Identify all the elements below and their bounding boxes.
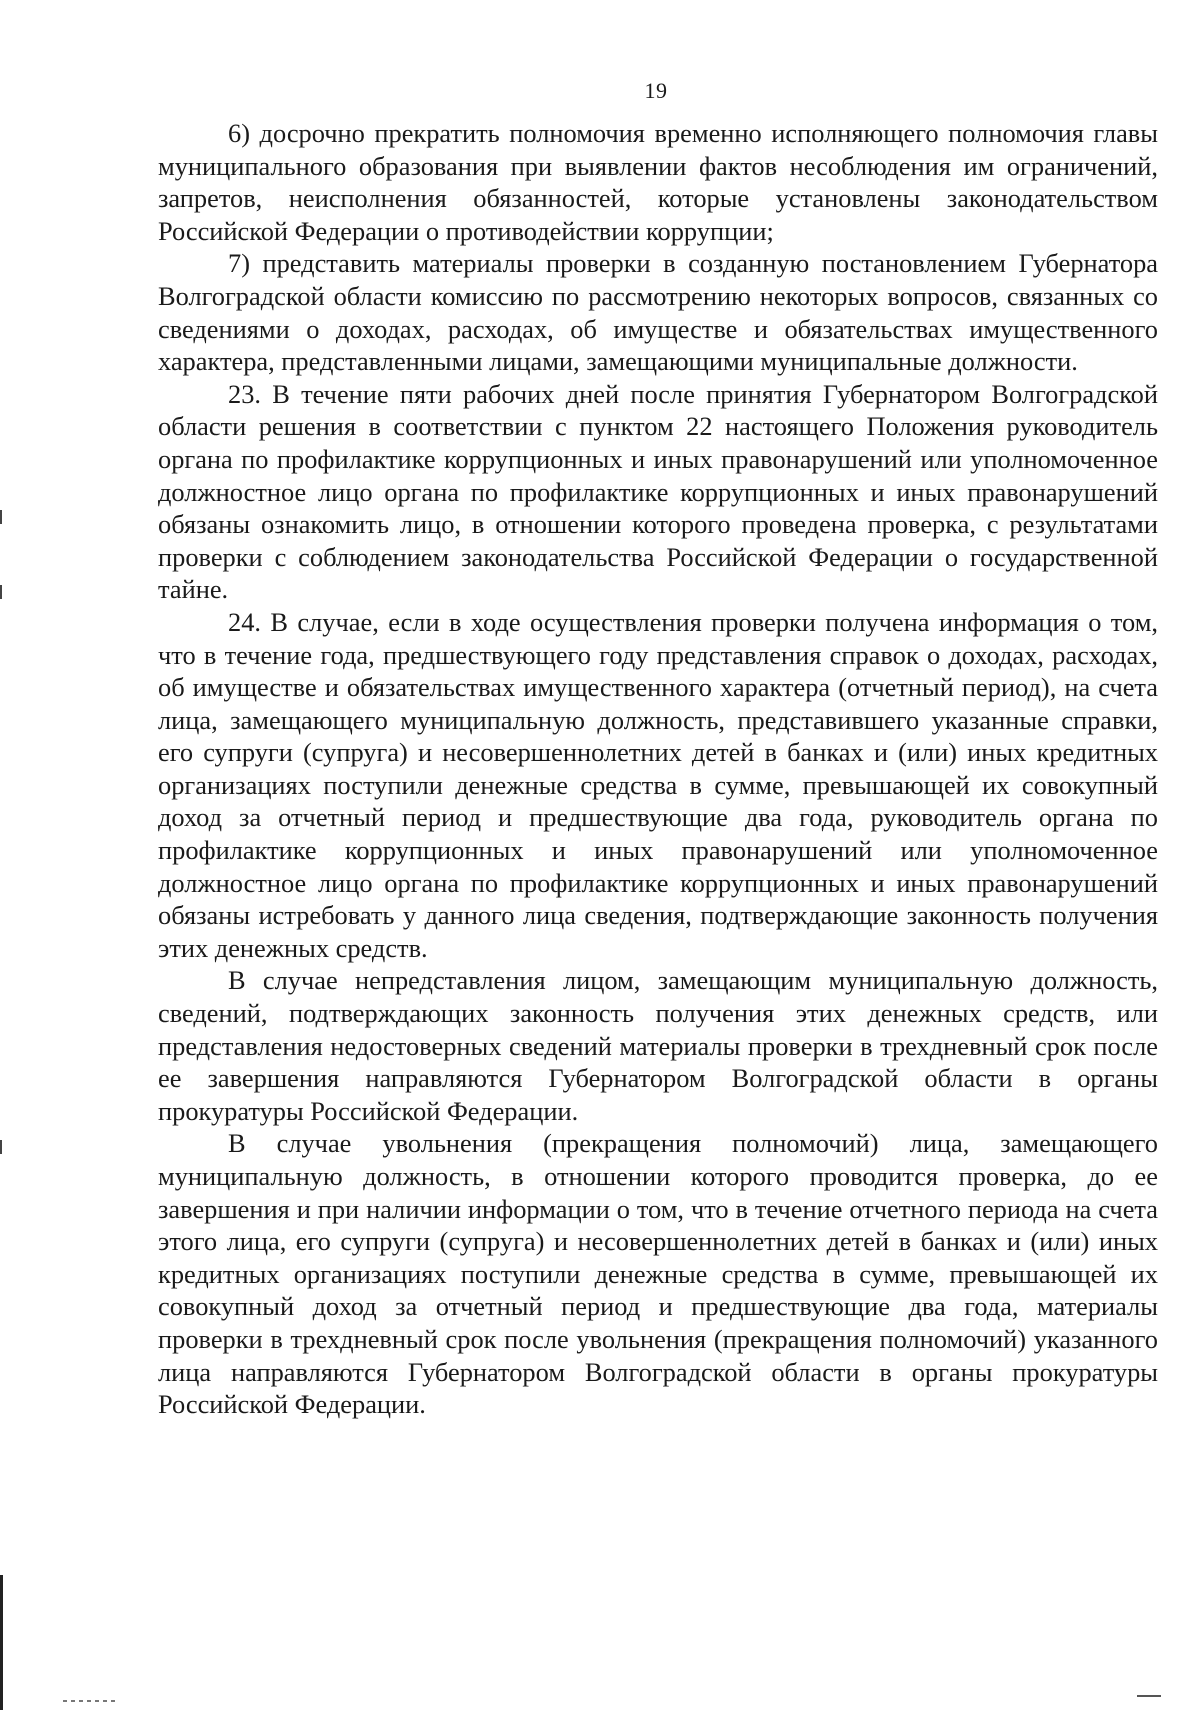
scan-edge-tick [0,1140,2,1154]
scan-noise-dots [63,1700,118,1702]
document-body [158,117,1158,1421]
paragraph-clause-24: 24. В случае, если в ходе осуществления проверки получена информация о том, что в течение года, предшествующего году представления справок о доходах, расходах, об имуществе и обязательствах имущественного характера (отчетный период), на счета лица, замещающего муниципальную должность, представившего указанные справки, его супруги (супруга) и несовершеннолетних детей в банках и (или) иных кредитных организациях поступили денежные средства в сумме, превышающей их совокупный доход за отчетный период и предшествующие два года, руководитель органа по профилактике коррупционных и иных правонарушений или уполномоченное должностное лицо органа по профилактике коррупционных и иных правонарушений обязаны истребовать у данного лица сведения, подтверждающие законность получения этих денежных средств. [158,606,1158,963]
paragraph-dismissal: В случае увольнения (прекращения полномочий) лица, замещающего муниципальную должность, в отношении которого проводится проверка, до ее завершения и при наличии информации о том, что в течение отчетного периода на счета этого лица, его супруги (супруга) и несовершеннолетних детей в банках и (или) иных кредитных организациях поступили денежные средства в сумме, превышающей их совокупный доход за отчетный период и предшествующие два года, материалы проверки в трехдневный срок после увольнения (прекращения полномочий) указанного лица направляются Губернатором Волгоградской области в органы прокуратуры Российской Федерации. [158,1128,1158,1420]
scan-edge-bar [0,1575,3,1710]
paragraph-item-6: 6) досрочно прекратить полномочия временно исполняющего полномочия главы муниципального образования при выявлении фактов несоблюдения им ограничений, запретов, неисполнения обязанностей, которые установлены законодательством Российской Федерации о противодействии коррупции; [158,118,1158,246]
scan-corner-mark [1137,1695,1161,1697]
scan-edge-tick [0,510,2,524]
paragraph-clause-23: 23. В течение пяти рабочих дней после принятия Губернатором Волгоградской области решения в соответствии с пунктом 22 настоящего Положения руководитель органа по профилактике коррупционных и иных правонарушений или уполномоченное должностное лицо органа по профилактике коррупционных и иных правонарушений обязаны ознакомить лицо, в отношении которого проведена проверка, с результатами проверки с соблюдением законодательства Российской Федерации о государственной тайне. [158,378,1158,605]
scan-edge-tick [0,585,2,599]
paragraph-non-submission: В случае непредставления лицом, замещающим муниципальную должность, сведений, подтверждающих законность получения этих денежных средств, или представления недостоверных сведений материалы проверки в трехдневный срок после ее завершения направляются Губернатором Волгоградской области в органы прокуратуры Российской Федерации. [158,965,1158,1126]
paragraph-item-7: 7) представить материалы проверки в созданную постановлением Губернатора Волгоградской области комиссию по рассмотрению некоторых вопросов, связанных со сведениями о доходах, расходах, об имуществе и обязательствах имущественного характера, представленными лицами, замещающими муниципальные должности. [158,248,1158,377]
page-number: 19 [644,78,668,103]
